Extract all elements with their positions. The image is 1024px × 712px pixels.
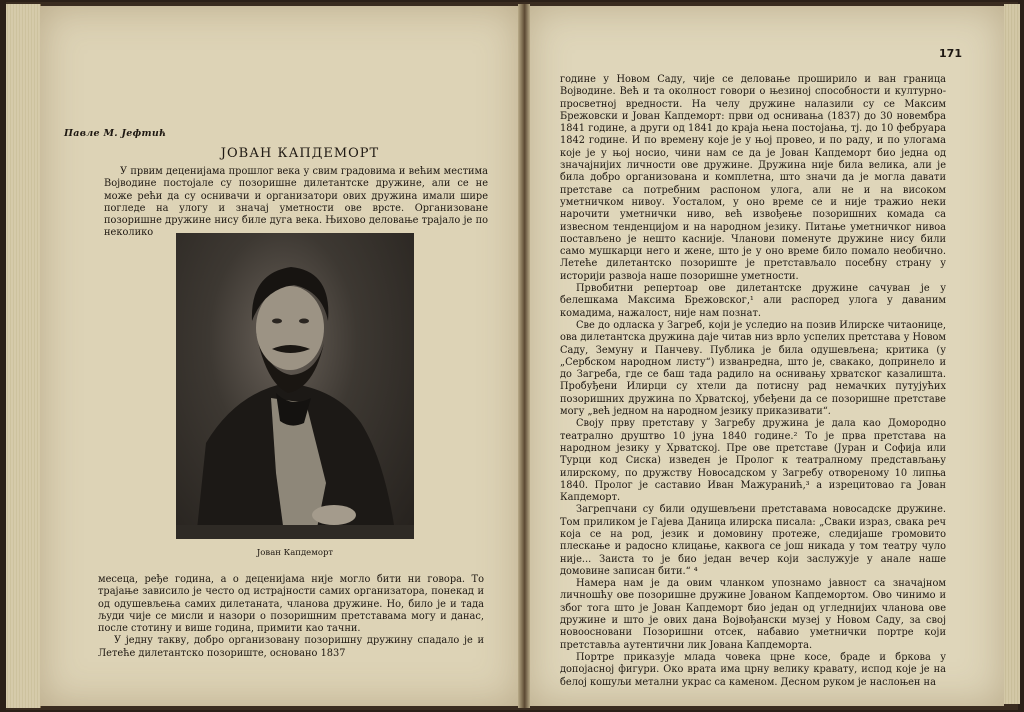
right-paragraph-1: године у Новом Саду, чије се деловање проширило и ван граница Војводине. Већ и та околност говори о њезиној способности и културно-просветној вредности. На челу дружине налазили су се Максим Брежовски и Јован Капдеморт: први од оснивања (1837) до 30 новембра 1841 године, а други од 1841 до краја њена постојања, тј. до 10 фебруара 1842 године. И по времену које је у њој провео, и по раду, и по улогама које је у њој носио, чини нам се да је Јован Капдеморт био једна од значајнијих личности ове дружине. Дружина није била велика, али је била добро организована и комплетна, што значи да је могла давати претставе са потребним распоном улога, али не и на високом уметничком нивоу. Уосталом, у оно време се и није тражио неки нарочити уметнички ниво, већ извођење позоришних комада са извесном тенденцијом и на народном језику. Питање уметничког нивоа постављено је нешто касније. Чланови поменуте дружине нису били само мушкарци него и жене, што је у оно време било помало необично. Летеће дилетантско позориште је претстављало посебну страну у историји развоја наше позоришне уметности.: [560, 74, 946, 282]
portrait-image: [176, 233, 414, 539]
right-paragraph-5: Загрепчани су били одушевљени претставама новосадске дружине. Том приликом је Гајева Даница илирска писала: „Сваки израз, свака реч која се на род, језик и домовину протеже, следијаше громовито плескање и радосно клицање, каквога се још никада у том театру чуло није... Заиста то је био један вечер који заслужује у анале наше домовине записан бити.“ ⁴: [560, 504, 946, 577]
intro-text-block: [104, 166, 488, 240]
right-paragraph-4: Своју прву претставу у Загребу дружина је дала као Домородно театрално друштво 10 јуна 1840 године.² То је прва претстава на народном језику у Хрватској. Пре ове претставе (Јуран и Софија или Турци код Сиска) изведен је Пролог к театралному представљању илирскому, по дружству Новосадском у Загребу отвореному 10 липња 1840. Пролог је саставио Иван Мажуранић,³ а изрецитовао га Јован Капдеморт.: [560, 418, 946, 504]
right-paragraph-3: Све до одласка у Загреб, који је уследио на позив Илирске читаонице, ова дилетантска дружина даје читав низ врло успелих претстава у Новом Саду, Земуну и Панчеву. Публика је била одушевљена; критика (у „Сербском народном листу“) изванредна, што је, свакако, допринело и до Загреба, где се баш тада радило на оснивању хрватског казалишта. Пробуђени Илирци су хтели да потисну рад немачких путујућих позоришних дружина по Хрватској, убеђени да се позоришне претставе могу „већ једном на народном језику приказивати“.: [560, 319, 946, 418]
page-number: 171: [939, 47, 962, 60]
portrait-drawing: [176, 233, 414, 539]
intro-paragraph: У првим деценијама прошлог века у свим градовима и већим местима Војводине постојале су позоришне дилетантске дружине, али се не може рећи да су оснивачи и организатори ових дружина имали шире погледе на улогу и значај уметности ове врсте. Организоване позоришне дружине нису биле дуга века. Њихово деловање трајало је по неколико: [104, 166, 488, 239]
right-page-edges: [1004, 4, 1020, 704]
book-gutter: [518, 4, 530, 708]
right-paragraph-6: Намера нам је да овим чланком упознамо јавност са значајном личношћу ове позоришне дружине Јованом Капдемортом. Ово чинимо и због тога што је Јован Капдеморт био један од угледнијих чланова ове дружине и што је ових дана Војвођански музеј у Новом Саду, за свој новоосновани Позоришни отсек, набавио уметнички портре који претставља аутентични лик Јована Капдеморта.: [560, 578, 946, 651]
article-title: ЈОВАН КАПДЕМОРТ: [220, 146, 380, 161]
right-paragraph-2: Првобитни репертоар ове дилетантске дружине сачуван је у белешкама Максима Брежовског,¹ али распоред улога у даваним комадима, нажалост, није нам познат.: [560, 283, 946, 319]
left-page-edges: [6, 4, 41, 708]
bottom-paragraph-2: У једну такву, добро организовану позоришну дружину спадало је и Летеће дилетантско позориште, основано 1837: [98, 635, 484, 659]
bottom-text-block: [98, 574, 484, 660]
portrait-caption: Јован Капдеморт: [256, 548, 334, 558]
right-paragraph-7: Портре приказује млада човека црне косе, браде и бркова у допојасној фигури. Око врата има црну велику кравату, испод које је на белој кошуљи метални украс са каменом. Десном руком је наслоњен на: [560, 651, 946, 688]
bottom-paragraph-1: месеца, ређе година, а о деценијама није могло бити ни говора. То трајање зависило је често од истрајности самих организатора, понекад и од одушевљења самих дилетаната, чланова дружине. Но, било је и тада људи чије се мисли и назори о позоришним претставама могу и данас, после стотину и више година, примити као тачни.: [98, 574, 484, 635]
right-text-block: [560, 74, 946, 689]
author-name: Павле М. Јефтић: [64, 128, 167, 139]
